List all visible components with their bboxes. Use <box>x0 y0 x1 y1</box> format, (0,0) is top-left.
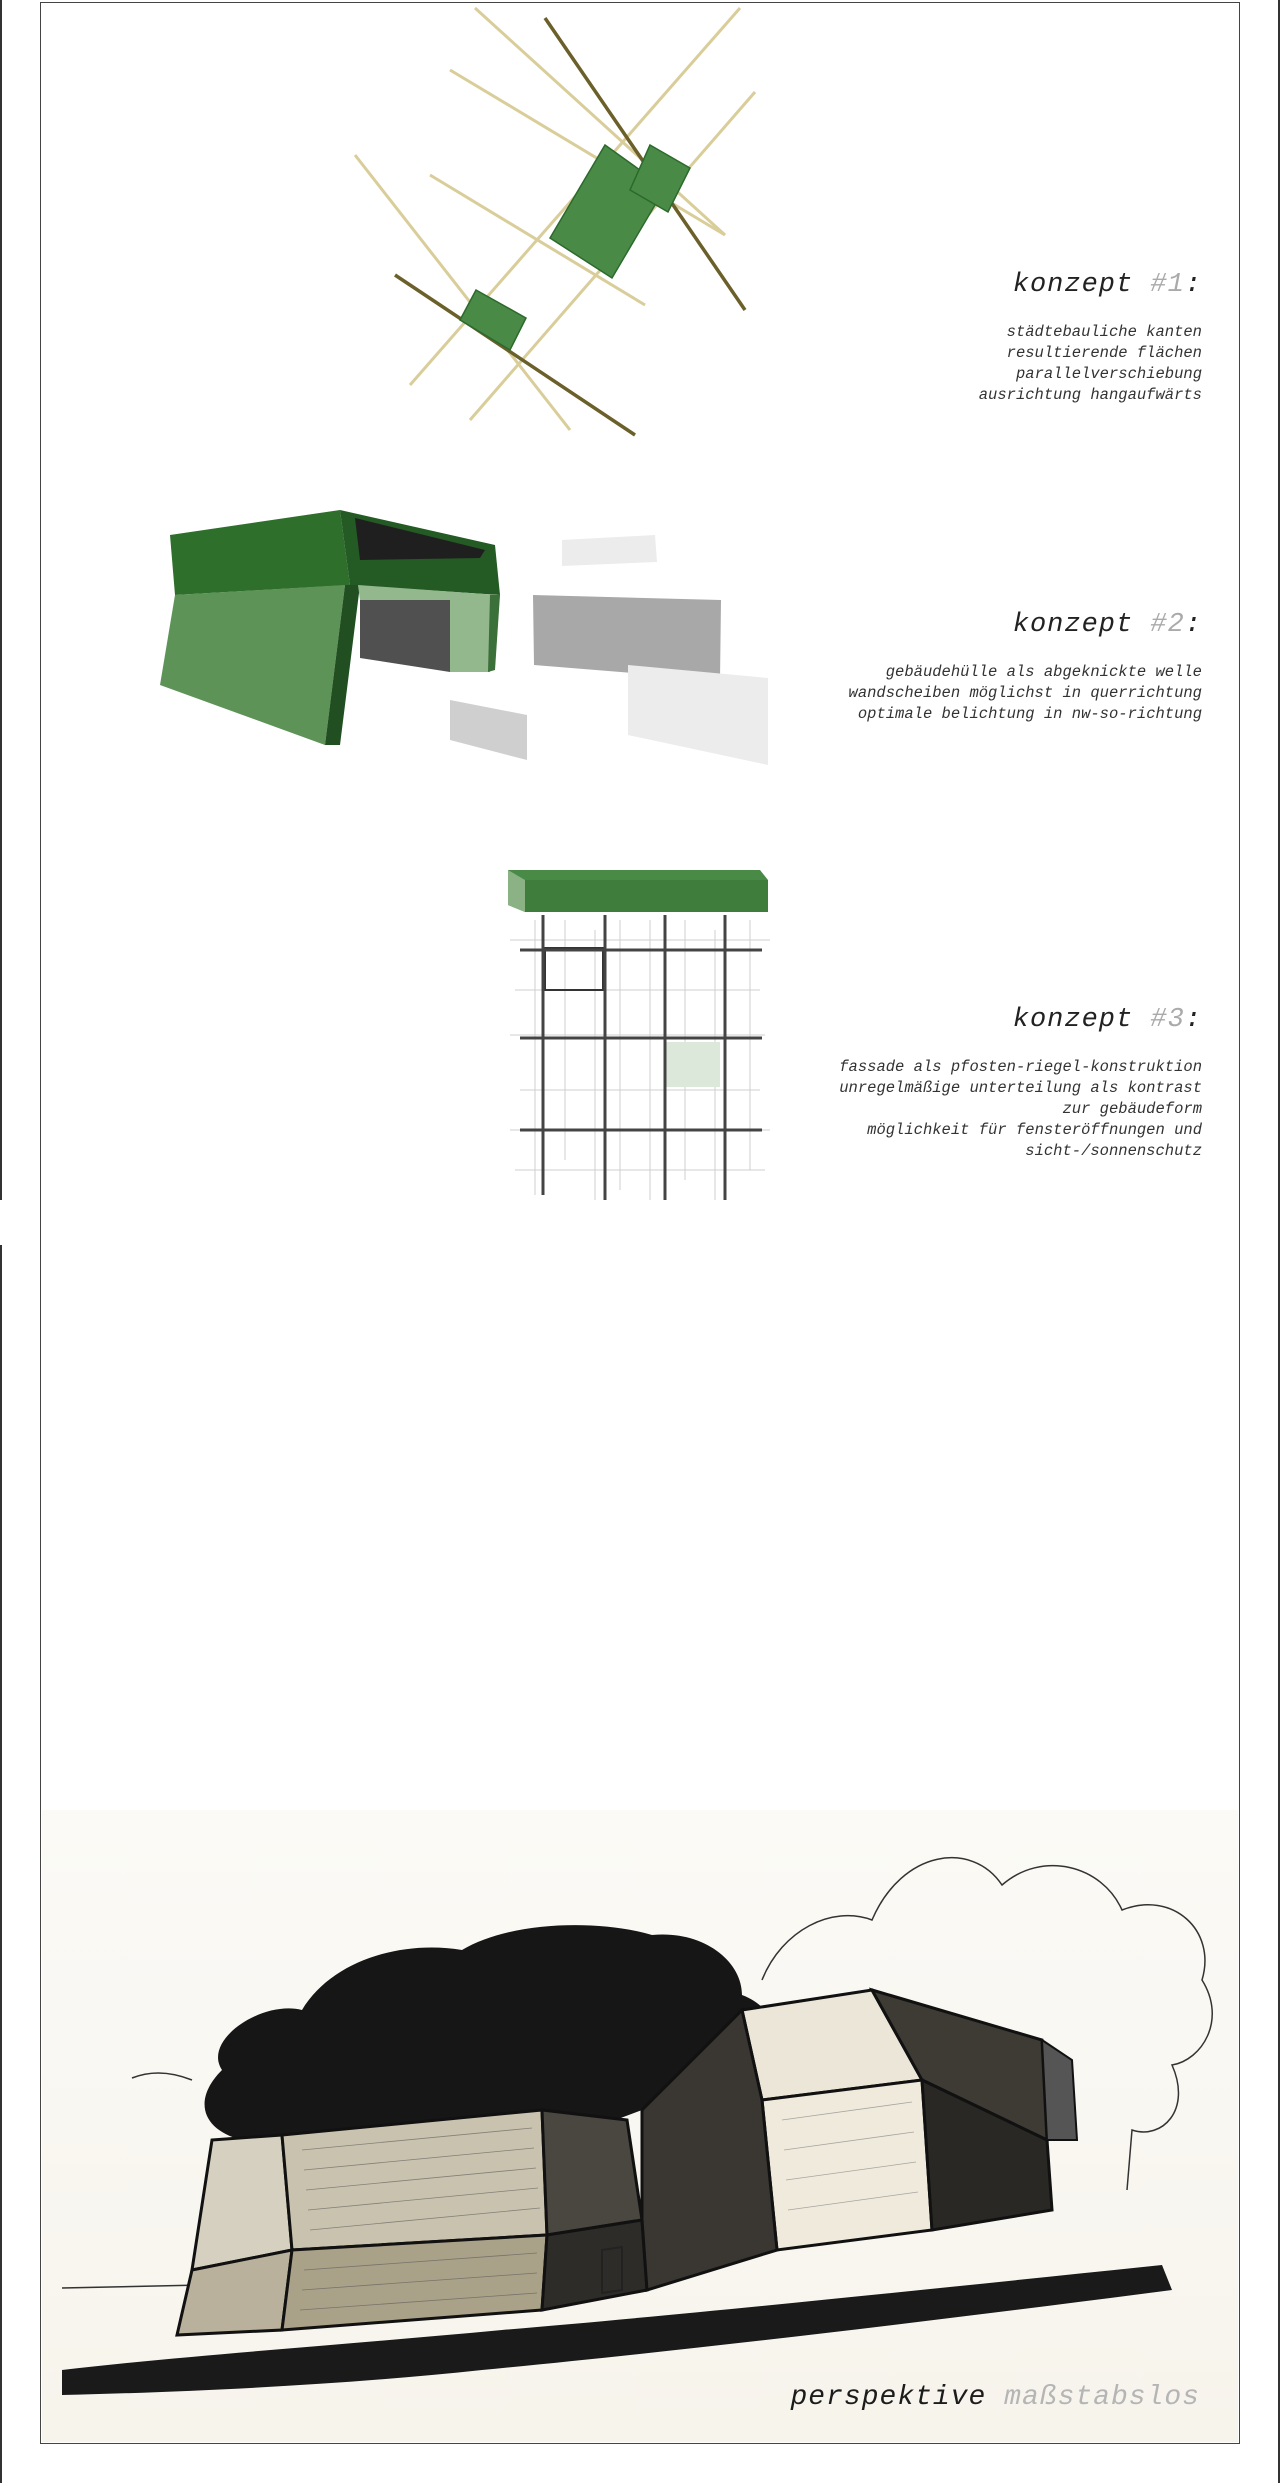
concept-3-text <box>839 1005 1202 1162</box>
page-edge-left <box>0 0 2 1200</box>
perspective-caption <box>791 2382 1201 2413</box>
concept-3-title: konzept #3: <box>1012 1005 1202 1035</box>
concept-1-line: resultierende flächen <box>1006 344 1202 362</box>
caption-label: perspektive <box>790 2382 987 2413</box>
concept-3-line: sicht-/sonnenschutz <box>1025 1142 1202 1160</box>
concept-1-title: konzept #1: <box>1012 270 1202 300</box>
concept-1-line: parallelverschiebung <box>1015 365 1202 383</box>
concept-2-title: konzept #2: <box>1012 610 1202 640</box>
concept-2-text <box>849 610 1202 725</box>
concept-1-diagram <box>340 0 770 450</box>
concept-2-line: wandscheiben möglichst in querrichtung <box>848 684 1202 702</box>
concept-1-line: städtebauliche kanten <box>1006 323 1202 341</box>
concept-3-line: zur gebäudeform <box>1062 1100 1202 1118</box>
concept-3-diagram <box>500 860 780 1210</box>
concept-2-line: optimale belichtung in nw-so-richtung <box>857 705 1202 723</box>
caption-scale: maßstabslos <box>1004 2382 1200 2413</box>
page-edge-left-lower <box>0 1245 2 2483</box>
concept-3-line: fassade als pfosten-riegel-konstruktion <box>839 1058 1202 1076</box>
concept-3-line: möglichkeit für fensteröffnungen und <box>867 1121 1202 1139</box>
perspective-sketch <box>42 1810 1238 2442</box>
concept-2-diagram <box>150 500 780 780</box>
concept-3-line: unregelmäßige unterteilung als kontrast <box>839 1079 1202 1097</box>
concept-1-text <box>979 270 1202 406</box>
concept-2-line: gebäudehülle als abgeknickte welle <box>885 663 1202 681</box>
concept-1-line: ausrichtung hangaufwärts <box>978 386 1202 404</box>
